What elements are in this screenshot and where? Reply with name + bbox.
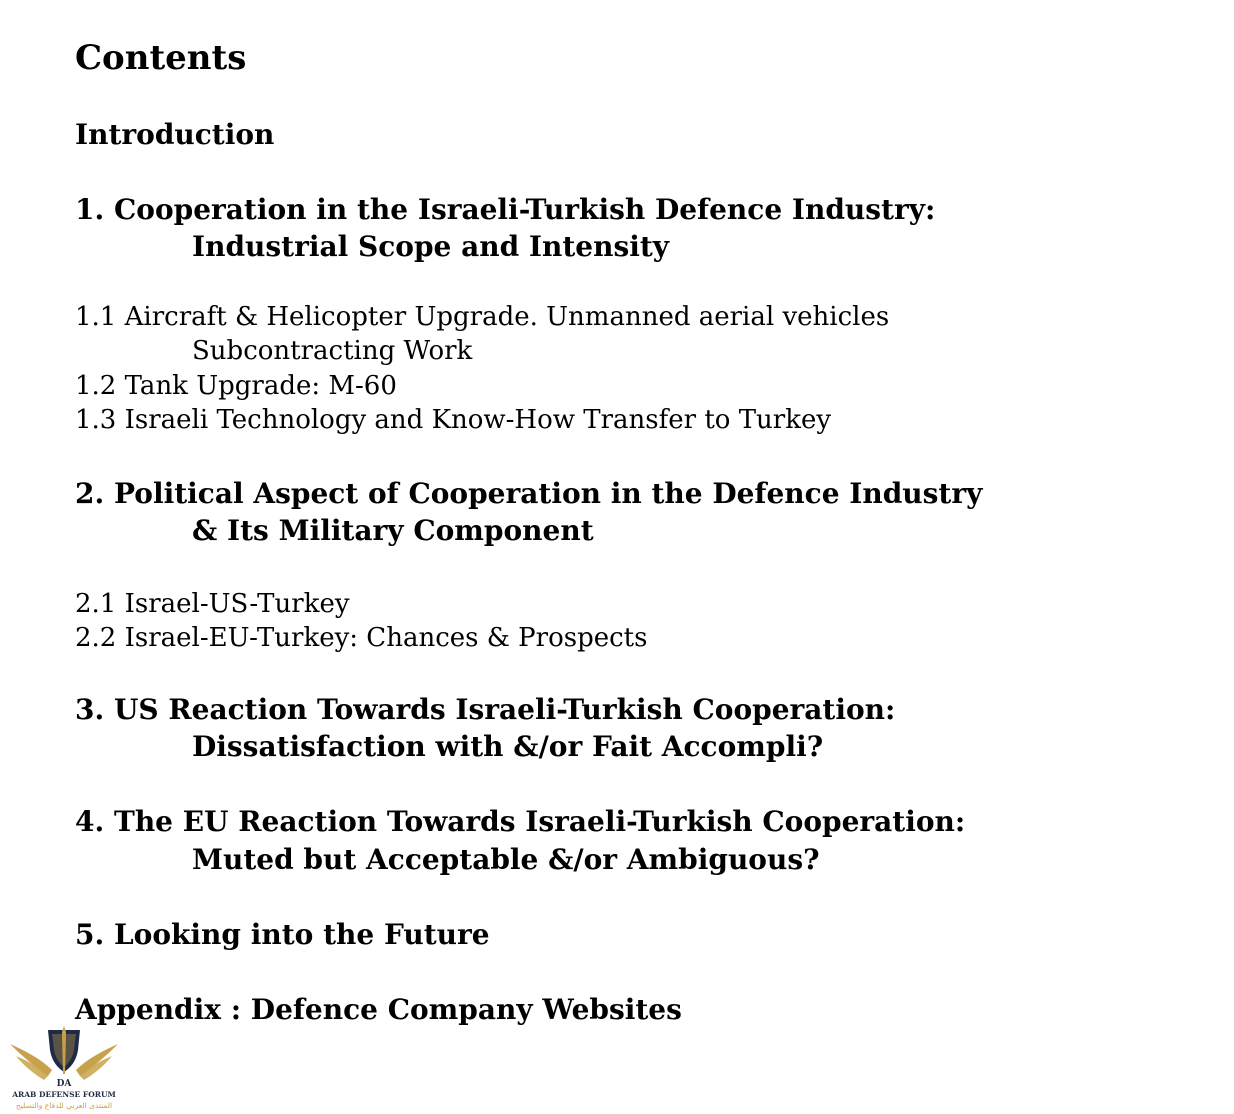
toc-section-2-heading: 2. Political Aspect of Cooperation in the Defence Industry — [75, 477, 983, 510]
toc-item-2-1: 2.1 Israel-US-Turkey — [75, 589, 350, 619]
toc-item-1-2: 1.2 Tank Upgrade: M-60 — [75, 371, 397, 401]
toc-section-2-heading-cont: & Its Military Component — [192, 514, 594, 547]
toc-section-4-heading-cont: Muted but Acceptable &/or Ambiguous? — [192, 843, 820, 876]
logo-name: ARAB DEFENSE FORUM — [12, 1090, 116, 1099]
toc-item-1-3: 1.3 Israeli Technology and Know-How Transfer to Turkey — [75, 405, 832, 435]
toc-section-3-heading: 3. US Reaction Towards Israeli-Turkish Cooperation: — [75, 693, 896, 726]
toc-appendix: Appendix : Defence Company Websites — [75, 993, 682, 1026]
logo-arabic: المنتدى العربي للدفاع والتسليح — [15, 1101, 113, 1110]
contents-title: Contents — [75, 38, 247, 78]
toc-item-2-2: 2.2 Israel-EU-Turkey: Chances & Prospects — [75, 623, 648, 653]
toc-item-1-1: 1.1 Aircraft & Helicopter Upgrade. Unmanned aerial vehicles — [75, 302, 890, 332]
toc-section-5-heading: 5. Looking into the Future — [75, 918, 490, 951]
toc-section-1-heading: 1. Cooperation in the Israeli-Turkish Defence Industry: — [75, 193, 936, 226]
arab-defense-forum-logo — [8, 1026, 120, 1112]
logo-initials: DA — [56, 1079, 72, 1089]
toc-section-4-heading: 4. The EU Reaction Towards Israeli-Turkish Cooperation: — [75, 805, 966, 838]
toc-section-3-heading-cont: Dissatisfaction with &/or Fait Accompli? — [192, 730, 824, 763]
toc-section-1-heading-cont: Industrial Scope and Intensity — [192, 230, 670, 263]
toc-item-1-1-cont: Subcontracting Work — [192, 336, 473, 366]
toc-introduction: Introduction — [75, 118, 275, 151]
